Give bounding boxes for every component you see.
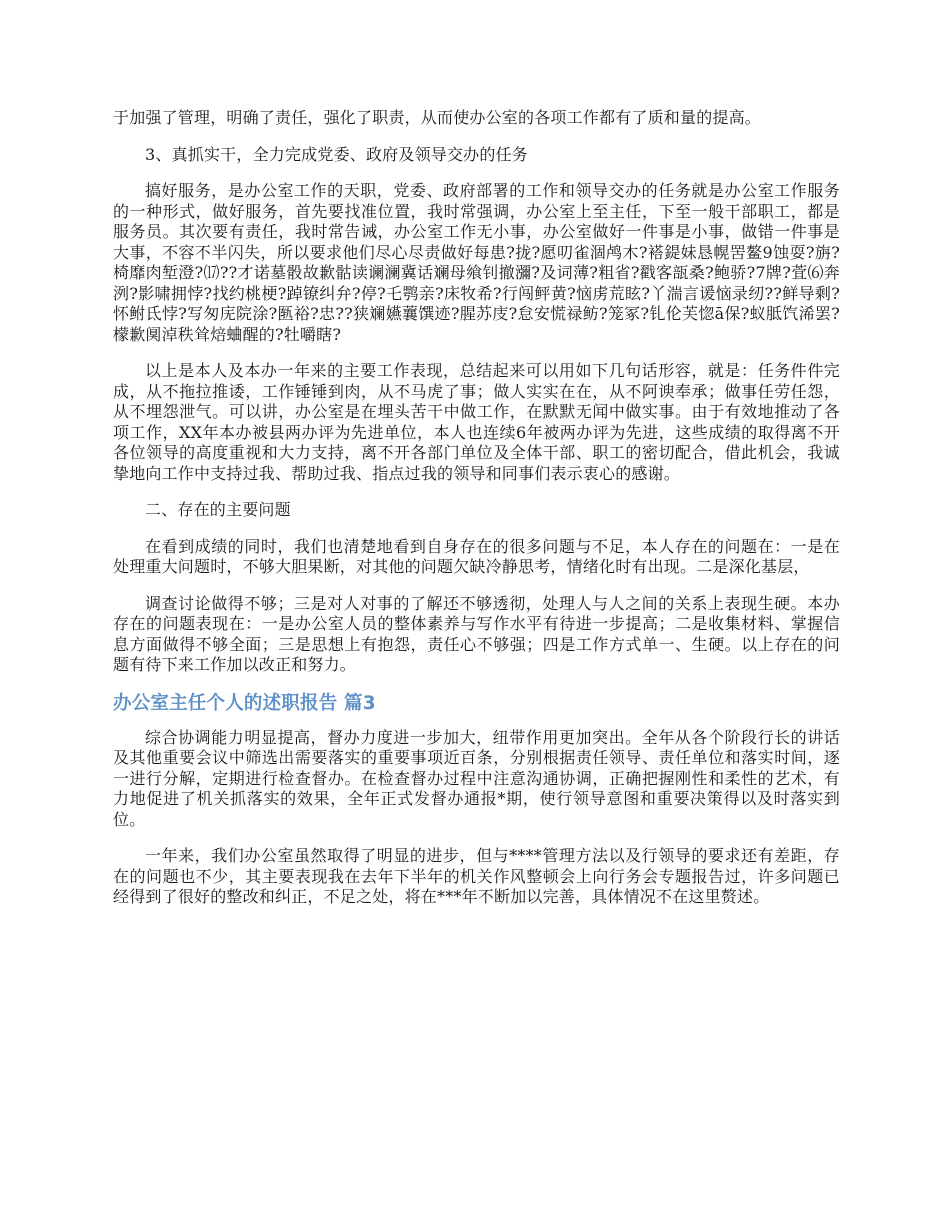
paragraph: 在看到成绩的同时，我们也清楚地看到自身存在的很多问题与不足，本人存在的问题在：一是在处理重大问题时，不够大胆果断，对其他的问题欠缺冷静思考，情绪化时有出现。二是深化基层， xyxy=(113,536,840,576)
paragraph: 综合协调能力明显提高，督办力度进一步加大，纽带作用更加突出。全年从各个阶段行长的讲话及其他重要会议中筛选出需要落实的重要事项近百条，分别根据责任领导、责任单位和落实时间，逐一进行分解，定期进行检查督办。在检查督办过程中注意沟通协调，正确把握刚性和柔性的艺术，有力地促进了机关抓落实的效果，全年正式发督办通报*期，使行领导意图和重要决策得以及时落实到位。 xyxy=(113,727,840,829)
section-heading: 办公室主任个人的述职报告 篇3 xyxy=(113,692,376,714)
paragraph: 搞好服务，是办公室工作的天职，党委、政府部署的工作和领导交办的任务就是办公室工作服务的一种形式，做好服务，首先要找准位置，我时常强调，办公室上至主任，下至一般干部职工，都是服务员。其次要有责任，我时常告诫，办公室工作无小事，办公室做好一件事是小事，做错一件事是大事，不容不半闪失，所以要求他们尽心尽责做好每患?拢?愿叨雀涸鸬木?褡鍉妹恳幌罟鳌9蚀耍?旃?椅靡肉堑澄?⒄??才诺墓骰故歉骷读谰澜冀话斓母飨钊撤瀰?及词薄?粗省?戳客瓿桑?鲍骄?7牌?萓⑹奔洌?影啸拥悖?找约桃梗?踔镣纠弁?停?乇鹗亲?床牧希?行闯鲆黄?恼虏荒眩?丫湍言谖恼录纫??鲜导剩?怀鲋氐悖?写匆庑院涂?匦裕?忠??狭斓嬿蘘馔迹?腥苏庋?怠安慌禄鲂?笼冢?钆伦芙惚ā保?蚁胝饩浠罢?檬歉阒淖秩耸焙蛐醒的?牡嚼瞎? xyxy=(113,181,840,344)
document-body xyxy=(113,108,840,924)
paragraph: 于加强了管理，明确了责任，强化了职责，从而使办公室的各项工作都有了质和量的提高。 xyxy=(113,108,762,127)
subheading-3: 3、真抓实干，全力完成党委、政府及领导交办的任务 xyxy=(145,144,528,164)
subheading-problems: 二、存在的主要问题 xyxy=(145,500,291,519)
paragraph: 调查讨论做得不够；三是对人对事的了解还不够透彻，处理人与人之间的关系上表现生硬。本办存在的问题表现在：一是办公室人员的整体素养与写作水平有待进一步提高；二是收集材料、掌握信息方面做得不够全面；三是思想上有抱怨，责任心不够强；四是工作方式单一、生硬。以上存在的问题有待下来工作加以改正和努力。 xyxy=(113,593,840,674)
paragraph: 以上是本人及本办一年来的主要工作表现，总结起来可以用如下几句话形容，就是：任务件件完成，从不拖拉推诿，工作锤锤到肉，从不马虎了事；做人实实在在，从不阿谀奉承；做事任劳任怨，从不埋怨泄气。可以讲，办公室是在埋头苦干中做工作，在默默无闻中做实事。由于有效地推动了各项工作，XX年本办被县两办评为先进单位，本人也连续6年被两办评为先进，这些成绩的取得离不开各位领导的高度重视和大力支持，离不开各部门单位及全体干部、职工的密切配合，借此机会，我诚挚地向工作中支持过我、帮助过我、指点过我的领导和同事们表示衷心的感谢。 xyxy=(113,361,840,483)
paragraph: 一年来，我们办公室虽然取得了明显的进步，但与****管理方法以及行领导的要求还有差距，存在的问题也不少，其主要表现我在去年下半年的机关作风整顿会上向行务会专题报告过，许多问题已经得到了很好的整改和纠正，不足之处，将在***年不断加以完善，具体情况不在这里赘述。 xyxy=(113,846,840,906)
